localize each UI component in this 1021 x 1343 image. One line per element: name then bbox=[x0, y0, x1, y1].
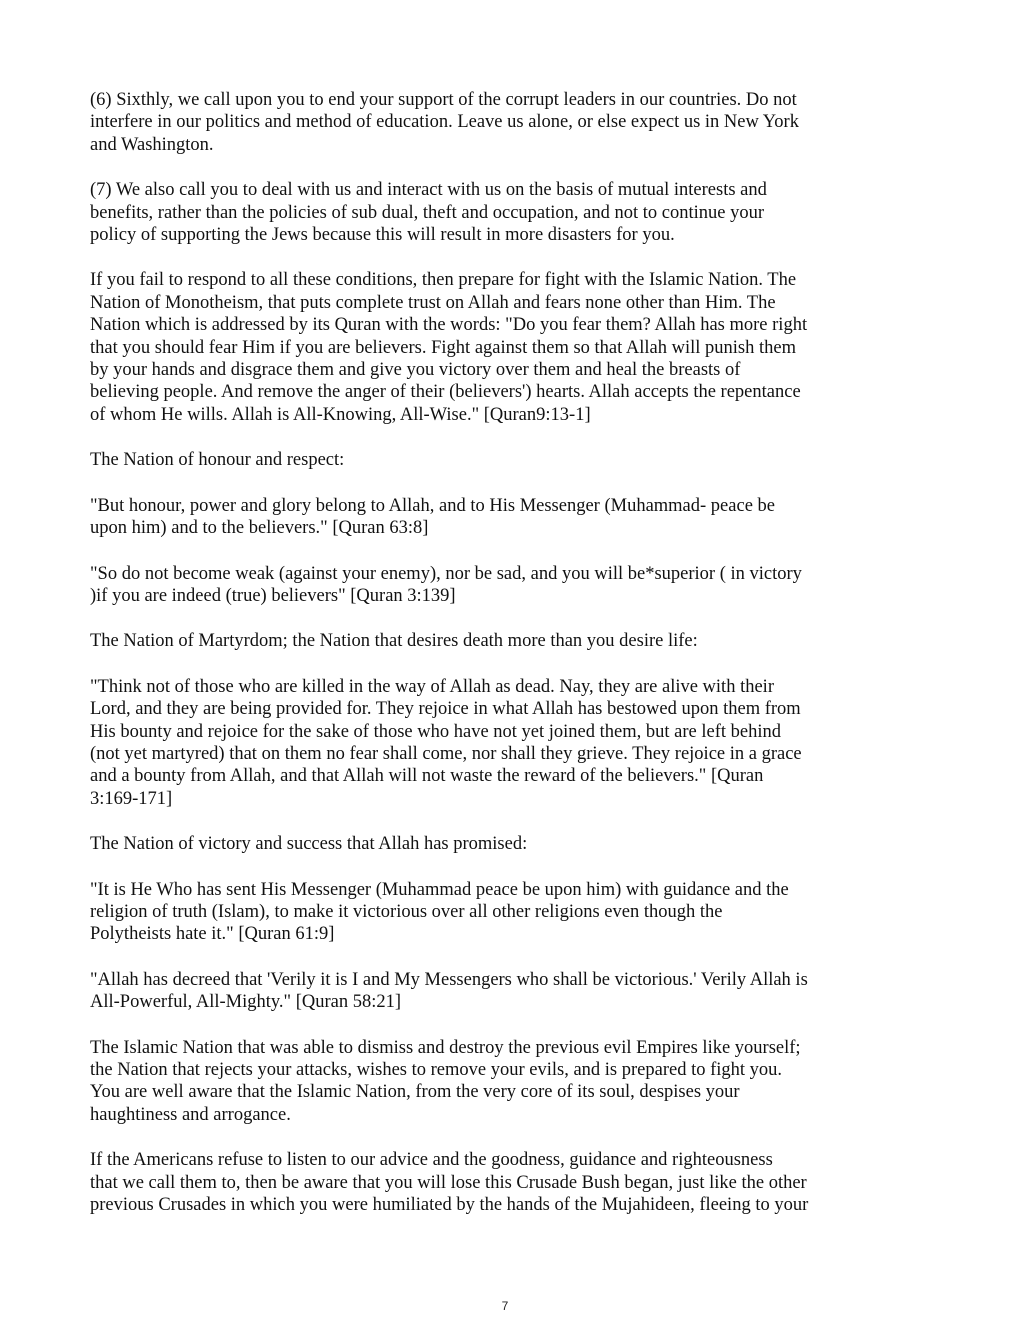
paragraph-quote-martyrs: "Think not of those who are killed in the way of Allah as dead. Nay, they are alive with their Lord, and they are being provided for. They rejoice in what Allah has bestowed upon them from His bounty and rejoice for the sake of those who have not yet joined them, but are left behind (not yet martyred) that on them no fear shall come, nor shall they grieve. They rejoice in a grace and a bounty from Allah, and that Allah will not waste the reward of the believers." [Quran 3:169-171] bbox=[90, 676, 802, 809]
paragraph-sixthly: (6) Sixthly, we call upon you to end your support of the corrupt leaders in our countries. Do not interfere in our politics and method of education. Leave us alone, or else expect us in New York and Washington. bbox=[90, 90, 799, 155]
document-body bbox=[90, 89, 930, 1239]
paragraph-quote-decreed: "Allah has decreed that 'Verily it is I and My Messengers who shall be victorious.' Verily Allah is All-Powerful, All-Mighty." [Quran 58:21] bbox=[90, 969, 808, 1013]
paragraph-quote-honour: "But honour, power and glory belong to Allah, and to His Messenger (Muhammad- peace be upon him) and to the believers." [Quran 63:8] bbox=[90, 495, 775, 539]
paragraph-nation-of-martyrdom: The Nation of Martyrdom; the Nation that desires death more than you desire life: bbox=[90, 631, 698, 652]
paragraph-seventh: (7) We also call you to deal with us and interact with us on the basis of mutual interests and benefits, rather than the policies of sub dual, theft and occupation, and not to continue your policy of supporting the Jews because this will result in more disasters for you. bbox=[90, 180, 767, 246]
paragraph-quote-weak: "So do not become weak (against your enemy), nor be sad, and you will be*superior ( in victory )if you are indeed (true) believers" [Quran 3:139] bbox=[90, 563, 802, 606]
paragraph-nation-of-honour: The Nation of honour and respect: bbox=[90, 450, 345, 471]
paragraph-americans: If the Americans refuse to listen to our advice and the goodness, guidance and righteousness that we call them to, then be aware that you will lose this Crusade Bush began, just like the other previous Crusades in which you were humiliated by the hands of the Mujahideen, fleeing to your bbox=[90, 1150, 809, 1216]
page-number: 7 bbox=[501, 1299, 509, 1313]
paragraph-quote-messenger: "It is He Who has sent His Messenger (Muhammad peace be upon him) with guidance and the religion of truth (Islam), to make it victorious over all other religions even though the Polytheists hate it." [Quran 61:9] bbox=[90, 879, 789, 945]
paragraph-islamic-nation: The Islamic Nation that was able to dismiss and destroy the previous evil Empires like yourself; the Nation that rejects your attacks, wishes to remove your evils, and is prepared to fight you. You are well aware that the Islamic Nation, from the very core of its soul, despises your haughtiness and arrogance. bbox=[90, 1037, 801, 1125]
paragraph-nation-of-victory: The Nation of victory and success that Allah has promised: bbox=[90, 834, 528, 855]
paragraph-conditions: If you fail to respond to all these conditions, then prepare for fight with the Islamic Nation. The Nation of Monotheism, that puts complete trust on Allah and fears none other than Him. The Nation which is addressed by its Quran with the words: "Do you fear them? Allah has more right that you should fear Him if you are believers. Fight against them so that Allah will punish them by your hands and disgrace them and give you victory over them and heal the breasts of believing people. And remove the anger of their (believers') hearts. Allah accepts the repentance of whom He wills. Allah is All-Knowing, All-Wise." [Quran9:13-1] bbox=[90, 270, 808, 425]
